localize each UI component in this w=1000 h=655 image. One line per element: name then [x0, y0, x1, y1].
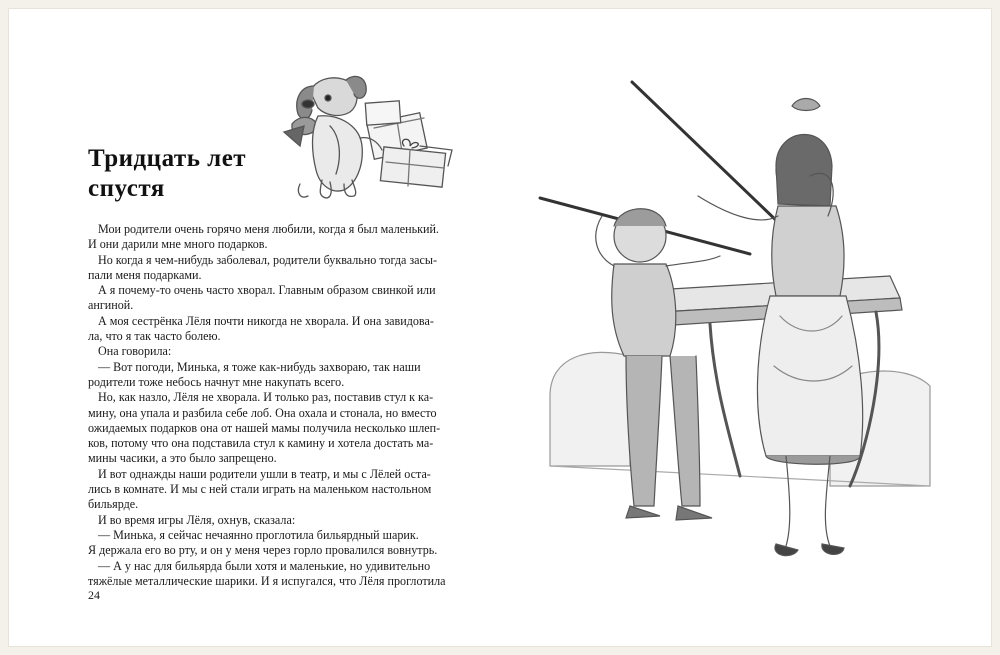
children-billiards-illustration — [530, 66, 940, 571]
book-spread — [8, 8, 992, 647]
text-line: — Минька, я сейчас нечаянно проглотила бильярдный шарик. — [98, 527, 419, 542]
page-number: 24 — [88, 588, 100, 602]
chapter-title-line-1: Тридцать лет — [88, 145, 247, 172]
right-page — [500, 8, 992, 647]
text-line: И они дарили мне много подарков. — [88, 237, 268, 252]
text-line: ков, потому что она подставила стул к камину и хотела достать ма- — [88, 436, 434, 451]
text-line: Но, как назло, Лёля не хворала. И только раз, поставив стул к ка- — [98, 390, 434, 405]
text-line: А я почему-то очень часто хворал. Главным образом свинкой или — [98, 283, 436, 298]
text-line: ла, что я так часто болею. — [88, 329, 221, 344]
text-line: бильярде. — [88, 497, 139, 512]
text-line: Мои родители очень горячо меня любили, когда я был маленький. — [98, 222, 439, 236]
text-line: И вот однажды наши родители ушли в театр, и мы с Лёлей оста- — [98, 466, 431, 481]
story-text — [88, 222, 468, 589]
text-line: мины часики, а это было запрещено. — [88, 451, 277, 466]
text-line: — Вот погоди, Минька, я тоже как-нибудь захвораю, так наши — [98, 359, 421, 374]
text-line: ангиной. — [88, 298, 134, 313]
text-line: И во время игры Лёля, охнув, сказала: — [98, 512, 296, 527]
text-line: лись в комнате. И мы с ней стали играть на маленьком настольном — [88, 482, 432, 497]
text-line: Она говорила: — [98, 344, 172, 359]
text-line: А моя сестрёнка Лёля почти никогда не хворала. И она завидова- — [98, 313, 434, 328]
chapter-title — [88, 144, 288, 204]
text-line: Я держала его во рту, и он у меня через горло провалился вовнутрь. — [88, 543, 438, 558]
chapter-title-line-2: спустя — [88, 175, 165, 202]
text-line: ожидаемых подарков она от нашей мамы получила несколько шлеп- — [88, 420, 441, 435]
text-line: — А у нас для бильярда были хотя и маленькие, но удивительно — [98, 558, 431, 573]
text-line: мину, она упала и разбила себе лоб. Она охала и стонала, но вместо — [88, 405, 437, 420]
text-line: Но когда я чем-нибудь заболевал, родители буквально тогда засы- — [98, 252, 438, 267]
text-line: родители тоже небось начнут мне накупать всего. — [88, 374, 345, 389]
text-line: тяжёлые металлические шарики. И я испугался, что Лёля проглотила — [88, 573, 446, 588]
dog-with-gifts-illustration — [270, 66, 456, 206]
text-line: пали меня подарками. — [88, 267, 202, 282]
left-page — [8, 8, 500, 647]
